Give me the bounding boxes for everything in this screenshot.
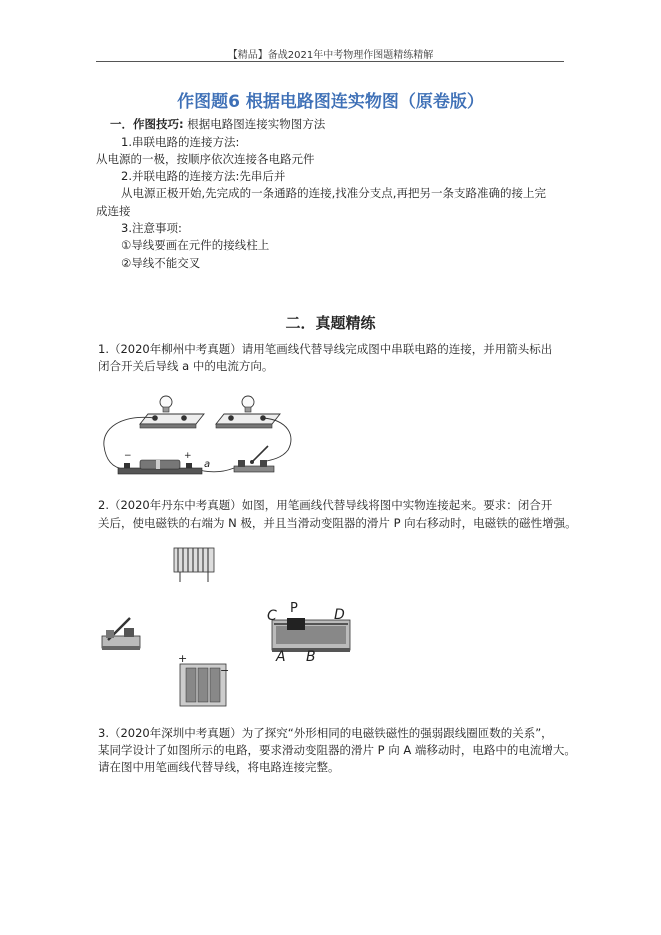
switch — [234, 446, 274, 472]
question-2-line2: 关后，使电磁铁的右端为 N 极，并且当滑动变阻器的滑片 P 向右移动时，电磁铁的磁性增强。 — [98, 516, 577, 530]
bulb-board-right — [216, 396, 280, 428]
page-title: 作图题6 根据电路图连实物图（原卷版） — [177, 92, 484, 112]
question-3-line3: 请在图中用笔画线代替导线，将电路连接完整。 — [98, 760, 340, 774]
bulb-board-left — [140, 396, 204, 428]
question-2-figure — [96, 540, 376, 712]
rheostat-terminal-a-label: A — [276, 649, 286, 665]
question-3-line2: 某同学设计了如图所示的电路，要求滑动变阻器的滑片 P 向 A 端移动时，电路中的电流增大。 — [98, 743, 576, 757]
question-2-line1: 2.（2020年丹东中考真题）如图，用笔画线代替导线将图中实物连接起来。要求：闭合开 — [98, 498, 553, 512]
question-1-figure — [100, 384, 300, 484]
header-divider — [96, 61, 564, 62]
tip-line: 从电源的一极，按顺序依次连接各电路元件 — [96, 152, 315, 166]
knife-switch — [102, 618, 140, 650]
rheostat-slider-p-label: P — [290, 601, 298, 616]
tip-line: 3.注意事项: — [121, 221, 182, 235]
battery-holder — [118, 460, 202, 474]
tip-line: 2.并联电路的连接方法:先串后并 — [121, 169, 286, 183]
battery-plus-label: + — [178, 652, 188, 665]
battery-plus-label: + — [184, 451, 192, 461]
section1-heading — [110, 117, 325, 132]
question-1-line2: 闭合开关后导线 a 中的电流方向。 — [98, 359, 274, 373]
sliding-rheostat — [272, 618, 350, 652]
section1-heading-rest: 根据电路图连接实物图方法 — [187, 117, 326, 131]
tip-line: ②导线不能交叉 — [121, 256, 201, 270]
wire-a-label: a — [204, 459, 211, 470]
rheostat-terminal-d-label: D — [334, 607, 345, 623]
rheostat-terminal-c-label: C — [267, 608, 277, 624]
section2-heading: 二．真题精练 — [285, 314, 376, 332]
question-1-line1: 1.（2020年柳州中考真题）请用笔画线代替导线完成图中串联电路的连接，并用箭头标出 — [98, 342, 553, 356]
electromagnet-coil — [174, 548, 214, 582]
question-3-line1: 3.（2020年深圳中考真题）为了探究“外形相同的电磁铁磁性的强弱跟线圈匝数的关系”， — [98, 726, 553, 740]
battery-minus-label: − — [220, 664, 230, 677]
battery-minus-label: − — [124, 451, 132, 461]
rheostat-terminal-b-label: B — [306, 649, 316, 665]
tip-line: 从电源正极开始,先完成的一条通路的连接,找准分支点,再把另一条支路准确的接上完 — [121, 186, 546, 200]
page-header: 【精品】备战2021年中考物理作图题精练精解 — [227, 50, 434, 61]
tip-line: ①导线要画在元件的接线柱上 — [121, 238, 270, 252]
tip-line: 成连接 — [96, 204, 131, 218]
tip-line: 1.串联电路的连接方法: — [121, 135, 240, 149]
section1-heading-prefix: 一．作图技巧: — [110, 117, 184, 131]
